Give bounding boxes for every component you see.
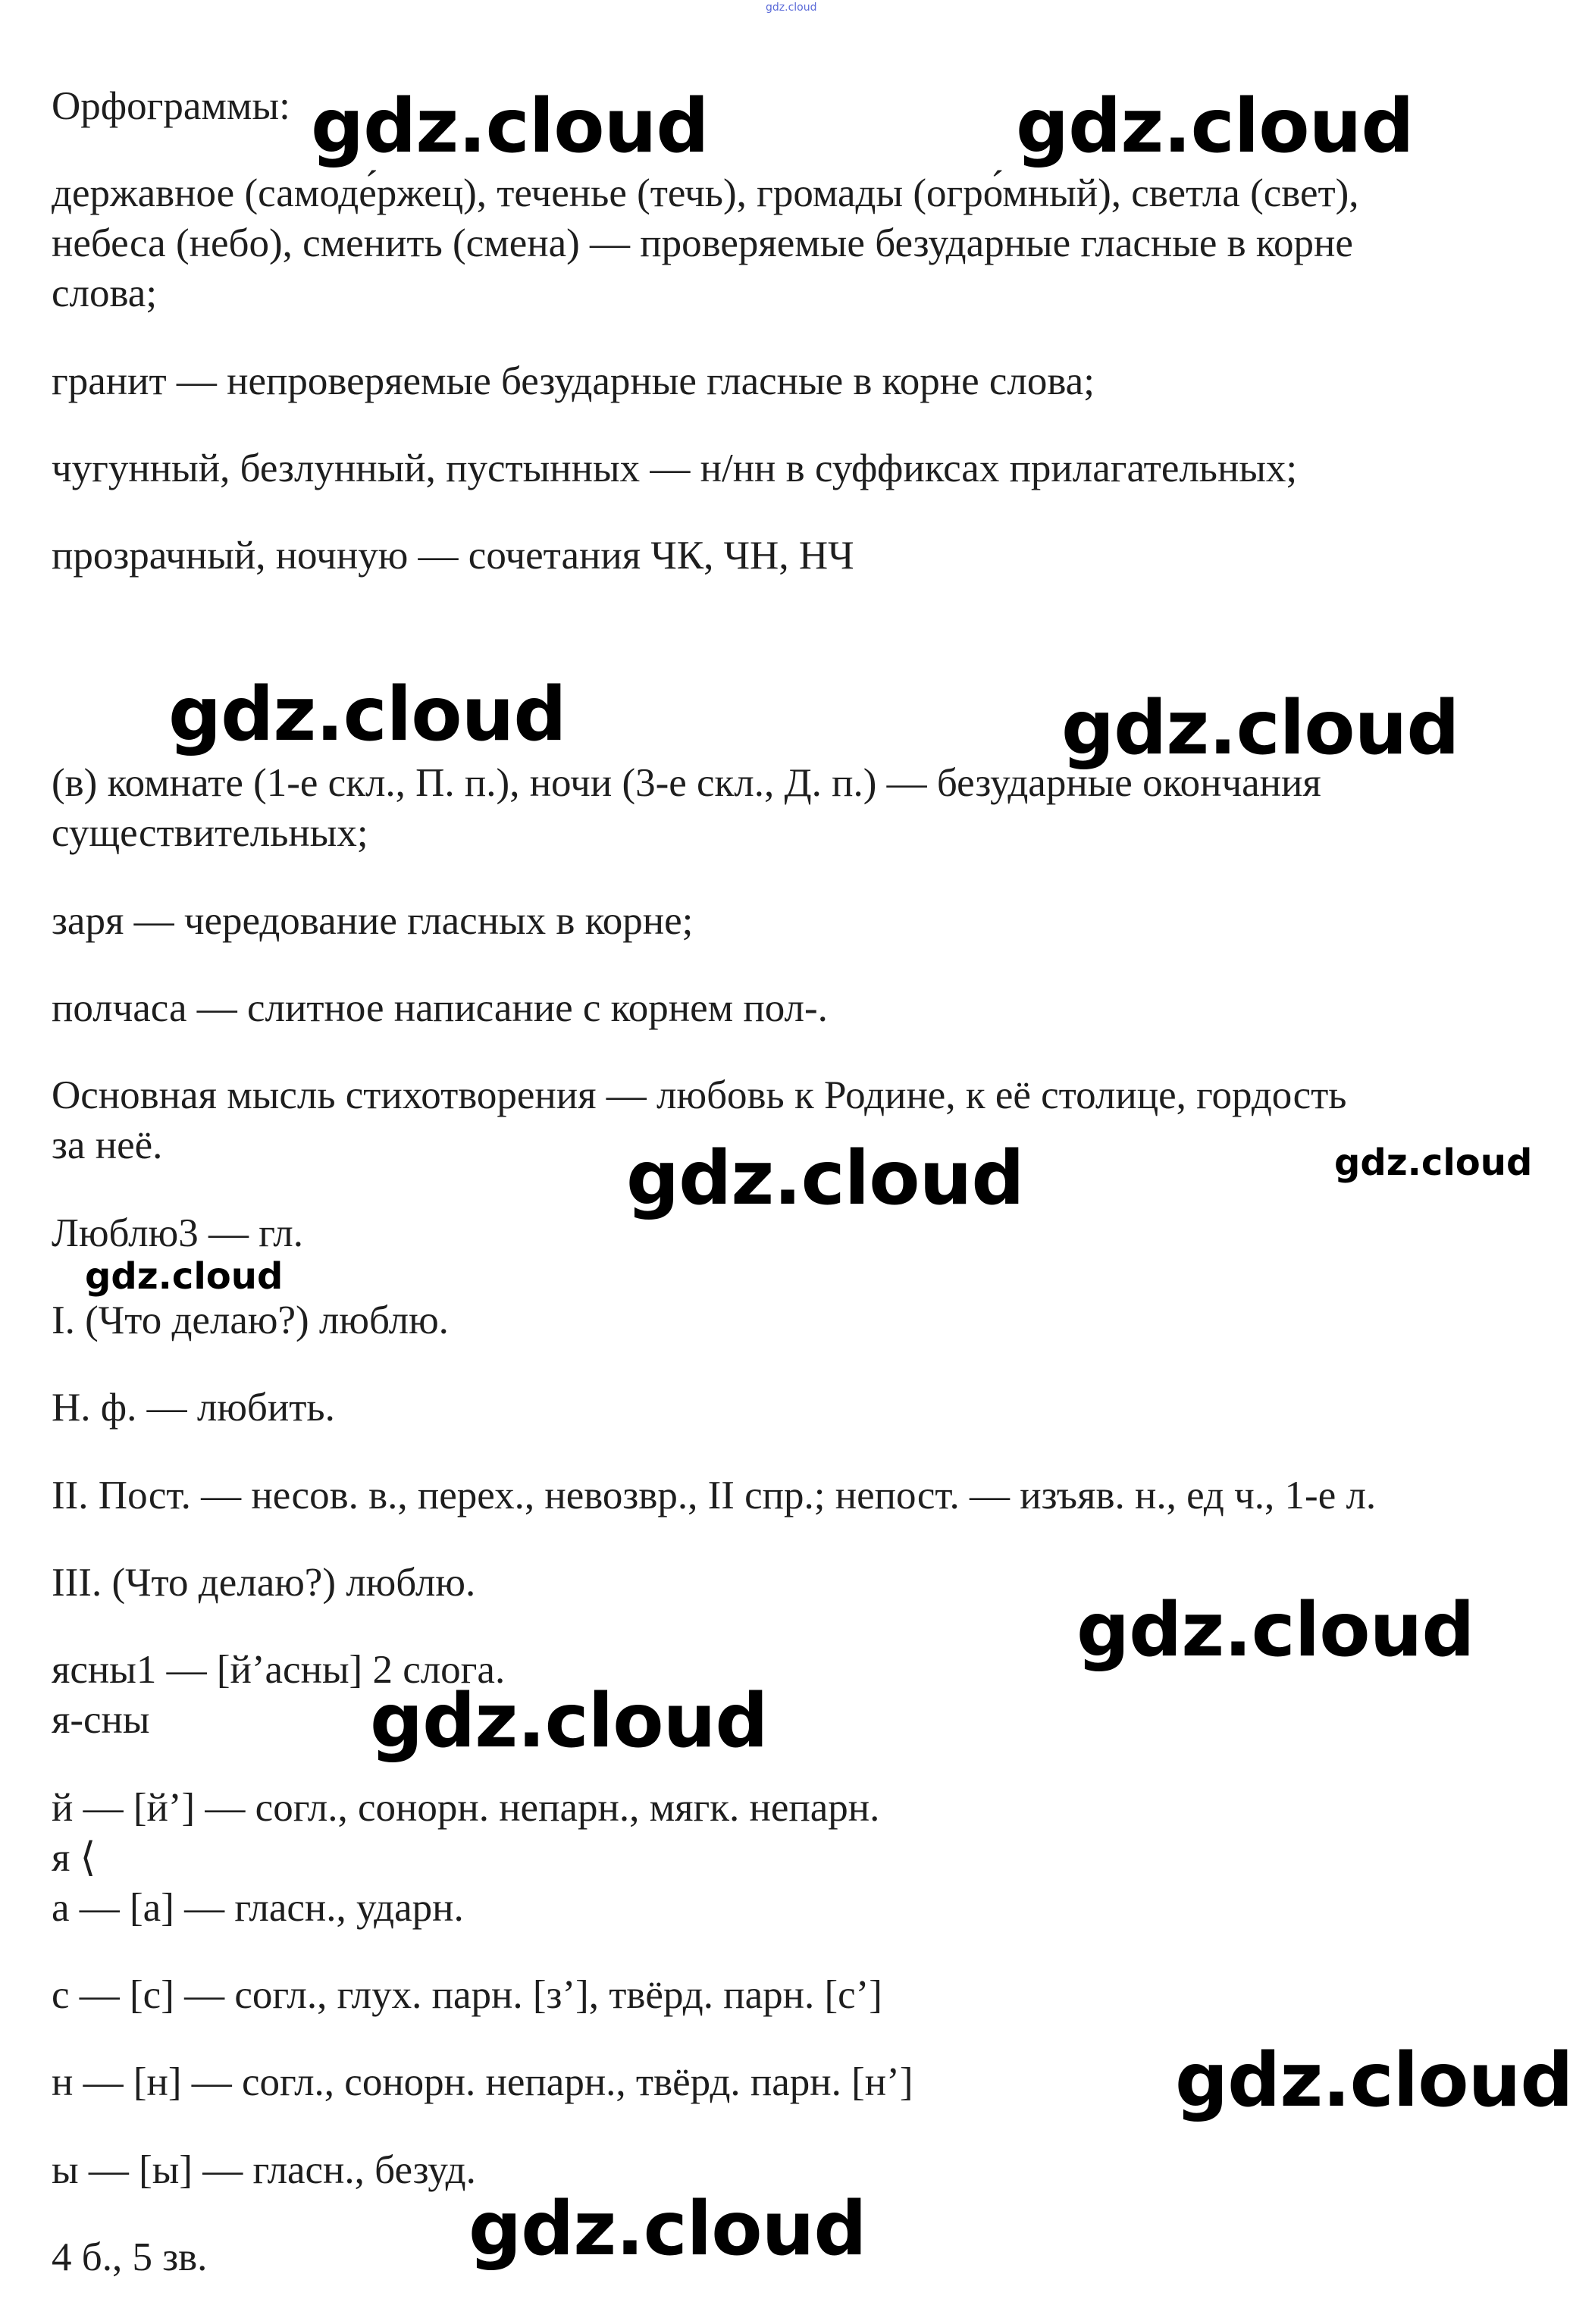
- text-line: гранит — непроверяемые безударные гласные в корне слова;: [52, 359, 1095, 403]
- text-line: прозрачный, ночную — сочетания ЧК, ЧН, НЧ: [52, 534, 854, 578]
- watermark: gdz.cloud: [370, 1678, 768, 1765]
- text-line: я-сны: [52, 1698, 150, 1742]
- text-line: ы — [ы] — гласн., безуд.: [52, 2148, 476, 2192]
- watermark: gdz.cloud: [1016, 83, 1414, 170]
- watermark: gdz.cloud: [168, 672, 566, 758]
- text-line: державное (самоде́ржец), теченье (течь), громады (огро́мный), светла (свет),: [52, 171, 1359, 215]
- text-line: н — [н] — согл., сонорн. непарн., твёрд. парн. [н’]: [52, 2060, 913, 2104]
- text-line: слова;: [52, 271, 158, 315]
- watermark: gdz.cloud: [468, 2186, 866, 2272]
- text-line: ясны1 — [й’асны] 2 слога.: [52, 1648, 506, 1692]
- watermark: gdz.cloud: [1175, 2037, 1573, 2124]
- watermark: gdz.cloud: [626, 1135, 1024, 1222]
- text-line: небеса (небо), сменить (смена) — проверяемые безударные гласные в корне: [52, 221, 1353, 265]
- watermark: gdz.cloud: [311, 83, 709, 170]
- text-line: полчаса — слитное написание с корнем пол-.: [52, 986, 828, 1030]
- watermark-top: gdz.cloud: [766, 2, 817, 14]
- text-line: заря — чередование гласных в корне;: [52, 899, 694, 943]
- text-line: I. (Что делаю?) люблю.: [52, 1298, 449, 1342]
- text-line: й — [й’] — согл., сонорн. непарн., мягк. непарн.: [52, 1786, 880, 1830]
- text-line: Н. ф. — любить.: [52, 1386, 335, 1430]
- text-line: существительных;: [52, 811, 368, 855]
- text-line: III. (Что делаю?) люблю.: [52, 1561, 476, 1605]
- text-line: II. Пост. — несов. в., перех., невозвр., II спр.; непост. — изъяв. н., ед ч., 1-е л.: [52, 1474, 1377, 1517]
- text-line: за неё.: [52, 1123, 163, 1167]
- watermark: gdz.cloud: [1061, 685, 1459, 772]
- text-line: с — [с] — согл., глух. парн. [з’], твёрд. парн. [с’]: [52, 1973, 882, 2017]
- watermark: gdz.cloud: [1076, 1587, 1474, 1674]
- watermark: gdz.cloud: [1334, 1142, 1533, 1184]
- text-line: Люблю3 — гл.: [52, 1211, 303, 1255]
- text-line: я ⟨: [52, 1836, 96, 1880]
- heading-orthograms: Орфограммы:: [52, 84, 290, 128]
- text-line: а — [а] — гласн., ударн.: [52, 1886, 464, 1930]
- text-line: 4 б., 5 зв.: [52, 2235, 208, 2279]
- watermark: gdz.cloud: [85, 1255, 284, 1298]
- text-line: чугунный, безлунный, пустынных — н/нн в суффиксах прилагательных;: [52, 446, 1298, 490]
- text-line: (в) комнате (1-е скл., П. п.), ночи (3-е скл., Д. п.) — безударные окончания: [52, 761, 1321, 805]
- text-line: Основная мысль стихотворения — любовь к Родине, к её столице, гордость: [52, 1073, 1347, 1117]
